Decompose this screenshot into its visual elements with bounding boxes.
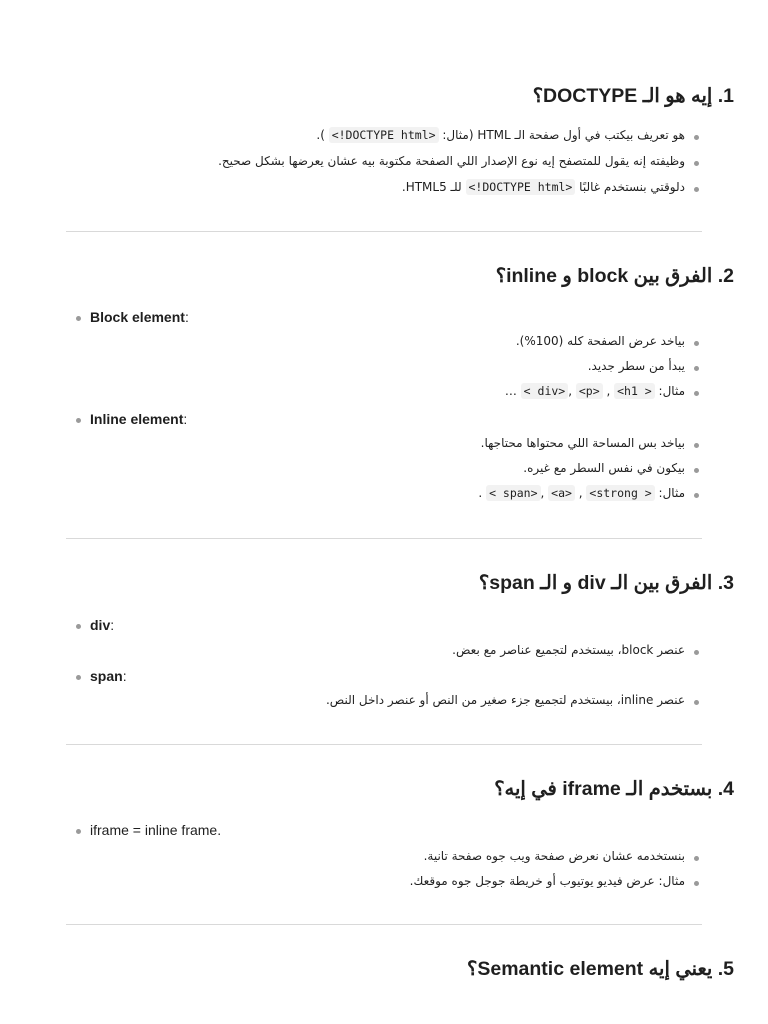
span-item-1: عنصر inline، بيستخدم لتجميع جزء صغير من النص أو عنصر داخل النص. [325,693,685,707]
block-example-codes: < div> , <p> , <h1 > [521,383,655,399]
inline-element-title: Inline element [90,411,184,427]
div-title: div [90,617,111,633]
section-1-item-3-text-a: دلوقتي بنستخدم غالبًا [575,180,685,194]
inline-item-1: بياخد بس المساحة اللي محتواها محتاجها. [480,436,685,450]
example-suffix: … [504,384,521,398]
section-divider [66,744,702,745]
a-code: <a> [548,485,575,501]
iframe-lead: iframe = inline frame. [90,822,222,838]
block-element-label: Block element: [90,309,189,325]
inline-item-2: بيكون في نفس السطر مع غيره. [523,461,685,475]
section-2-heading: 2. الفرق بين block و inline؟ [495,265,734,287]
section-divider [66,231,702,232]
inline-element-label: Inline element: [90,411,188,427]
div-label: div: [90,617,115,633]
p-code: <p> [576,383,603,399]
block-item-3 [505,384,685,398]
inline-item-3 [478,486,685,500]
section-divider [66,924,702,925]
span-title: span [90,668,123,684]
h1-code: <h1 > [614,383,655,399]
section-5-heading: 5. يعني إيه Semantic element؟ [467,958,734,980]
section-1-item-3-text-b: للـ HTML5. [401,180,466,194]
section-1-item-3 [402,180,685,194]
doctype-code: <!DOCTYPE html> [329,127,439,143]
div-item-1: عنصر block، بيستخدم لتجميع عناصر مع بعض. [452,643,685,657]
div-code: < div> [521,383,569,399]
block-element-title: Block element [90,309,185,325]
example-prefix: مثال: [654,384,685,398]
doctype-code: <!DOCTYPE html> [466,179,576,195]
section-4-heading: 4. بستخدم الـ iframe في إيه؟ [494,778,734,800]
example-suffix: . [478,486,487,500]
block-item-2: يبدأ من سطر جديد. [587,359,685,373]
section-1-heading: 1. إيه هو الـ DOCTYPE؟ [532,85,734,107]
span-label: span: [90,668,127,684]
section-1-item-1-text-a: هو تعريف بيكتب في أول صفحة الـ HTML (مثال: [438,128,685,142]
iframe-item-2: مثال: عرض فيديو يوتيوب أو خريطة جوجل جوه موقعك. [409,874,685,888]
section-1-item-1 [316,128,685,142]
section-divider [66,538,702,539]
strong-code: <strong > [586,485,654,501]
iframe-item-1: بنستخدمه عشان نعرض صفحة ويب جوه صفحة تانية. [423,849,685,863]
section-1-item-1-text-b: ). [316,128,329,142]
inline-example-codes: < span> , <a> , <strong > [486,485,655,501]
example-prefix: مثال: [654,486,685,500]
span-code: < span> [486,485,540,501]
block-item-1: بياخد عرض الصفحة كله (100%). [515,334,685,348]
section-1-item-2: وظيفته إنه يقول للمتصفح إيه نوع الإصدار اللي الصفحة مكتوبة بيه عشان يعرضها بشكل صحيح. [218,154,685,168]
section-3-heading: 3. الفرق بين الـ div و الـ span؟ [478,572,734,594]
